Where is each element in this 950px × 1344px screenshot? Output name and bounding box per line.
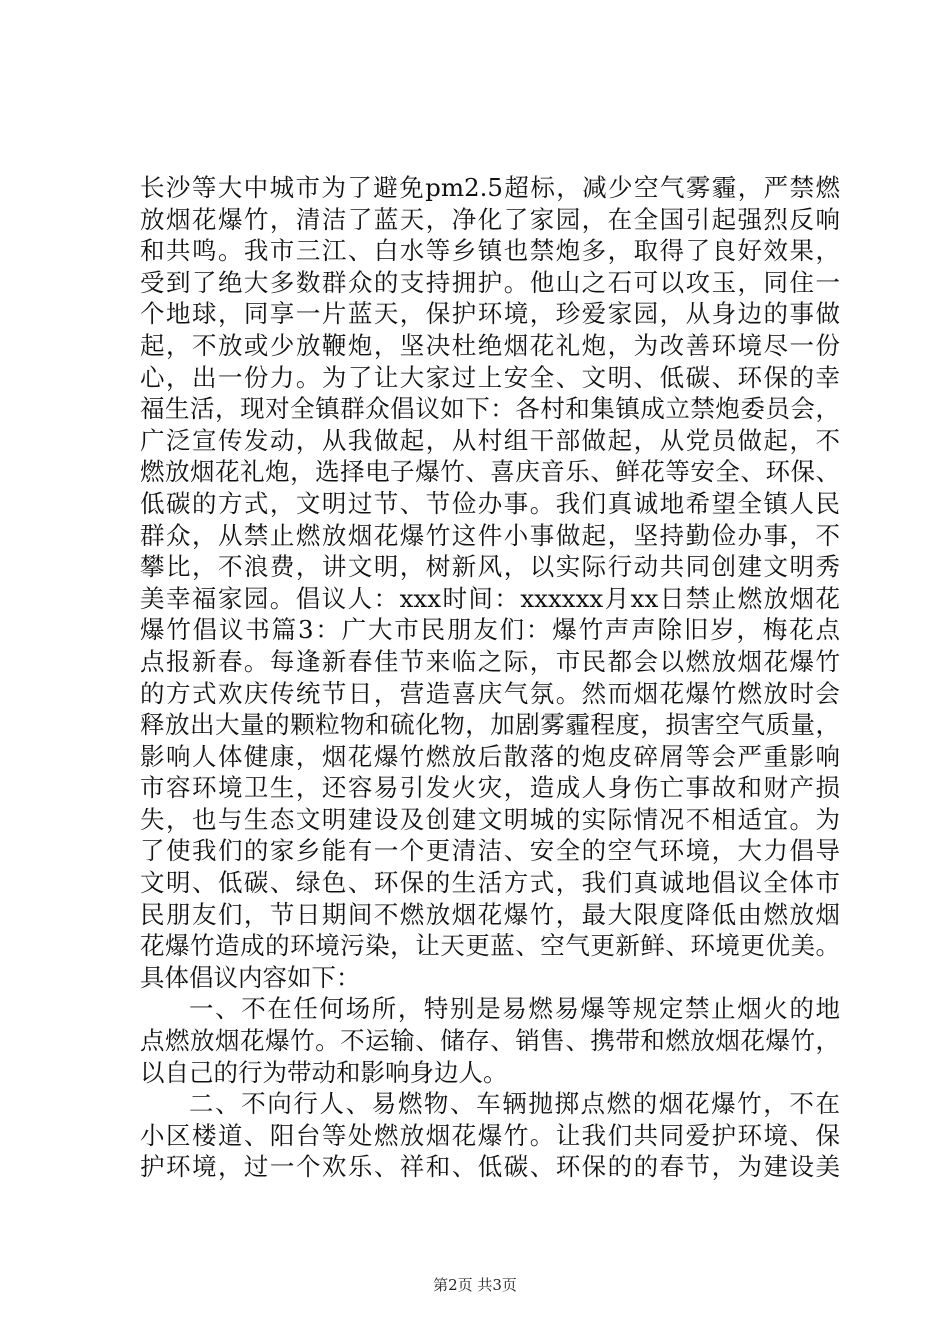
text-line: 市容环境卫生，还容易引发火灾，造成人身伤亡事故和财产损	[140, 773, 840, 803]
text-line: 放烟花爆竹，清洁了蓝天，净化了家园，在全国引起强烈反响	[140, 204, 840, 234]
text-line: 文明、低碳、绿色、环保的生活方式，我们真诚地倡议全体市	[140, 868, 840, 898]
paragraph-first-line: 一、不在任何场所，特别是易燃易爆等规定禁止烟火的地	[189, 994, 840, 1024]
text-line: 起，不放或少放鞭炮，坚决杜绝烟花礼炮，为改善环境尽一份	[140, 330, 840, 360]
text-line: 福生活，现对全镇群众倡议如下：各村和集镇成立禁炮委员会，	[140, 394, 840, 424]
document-body	[140, 172, 840, 1183]
text-line: 点报新春。每逢新春佳节来临之际，市民都会以燃放烟花爆竹	[140, 646, 840, 676]
text-line: 长沙等大中城市为了避免pm2.5超标，减少空气雾霾，严禁燃	[140, 173, 840, 202]
text-line: 点燃放烟花爆竹。不运输、储存、销售、携带和燃放烟花爆竹，	[140, 1026, 840, 1056]
paragraph-first-line: 二、不向行人、易燃物、车辆抛掷点燃的烟花爆竹，不在	[189, 1089, 840, 1119]
text-line: 花爆竹造成的环境污染，让天更蓝、空气更新鲜、环境更优美。	[140, 931, 840, 961]
text-line: 心，出一份力。为了让大家过上安全、文明、低碳、环保的幸	[140, 362, 840, 392]
text-line: 释放出大量的颗粒物和硫化物，加剧雾霾程度，损害空气质量，	[140, 710, 840, 740]
text-line: 失，也与生态文明建设及创建文明城的实际情况不相适宜。为	[140, 804, 840, 834]
text-line: 低碳的方式，文明过节、节俭办事。我们真诚地希望全镇人民	[140, 488, 840, 518]
text-line: 小区楼道、阳台等处燃放烟花爆竹。让我们共同爱护环境、保	[140, 1120, 840, 1150]
text-line: 影响人体健康，烟花爆竹燃放后散落的炮皮碎屑等会严重影响	[140, 741, 840, 771]
text-line: 和共鸣。我市三江、白水等乡镇也禁炮多，取得了良好效果，	[140, 236, 840, 266]
text-line: 民朋友们，节日期间不燃放烟花爆竹，最大限度降低由燃放烟	[140, 899, 840, 929]
text-line: 了使我们的家乡能有一个更清洁、安全的空气环境，大力倡导	[140, 836, 840, 866]
text-line: 燃放烟花礼炮，选择电子爆竹、喜庆音乐、鲜花等安全、环保、	[140, 457, 840, 487]
text-line: 个地球，同享一片蓝天，保护环境，珍爱家园，从身边的事做	[140, 299, 840, 329]
text-line: 的方式欢庆传统节日，营造喜庆气氛。然而烟花爆竹燃放时会	[140, 678, 840, 708]
text-line: 以自己的行为带动和影响身边人。	[140, 1057, 508, 1087]
text-line: 护环境，过一个欢乐、祥和、低碳、环保的的春节，为建设美	[140, 1152, 840, 1182]
text-line: 攀比，不浪费，讲文明，树新风，以实际行动共同创建文明秀	[140, 552, 840, 582]
text-line: 广泛宣传发动，从我做起，从村组干部做起，从党员做起，不	[140, 425, 840, 455]
text-line: 群众，从禁止燃放烟花爆竹这件小事做起，坚持勤俭办事，不	[140, 520, 840, 550]
text-line: 具体倡议内容如下：	[140, 962, 361, 992]
text-line: 美幸福家园。倡议人：xxx时间：xxxxxx月xx日禁止燃放烟花	[140, 583, 840, 613]
text-line: 受到了绝大多数群众的支持拥护。他山之石可以攻玉，同住一	[140, 267, 840, 297]
text-line: 爆竹倡议书篇3：广大市民朋友们：爆竹声声除旧岁，梅花点	[140, 615, 840, 645]
page-number-footer: 第2页 共3页	[433, 1276, 517, 1294]
